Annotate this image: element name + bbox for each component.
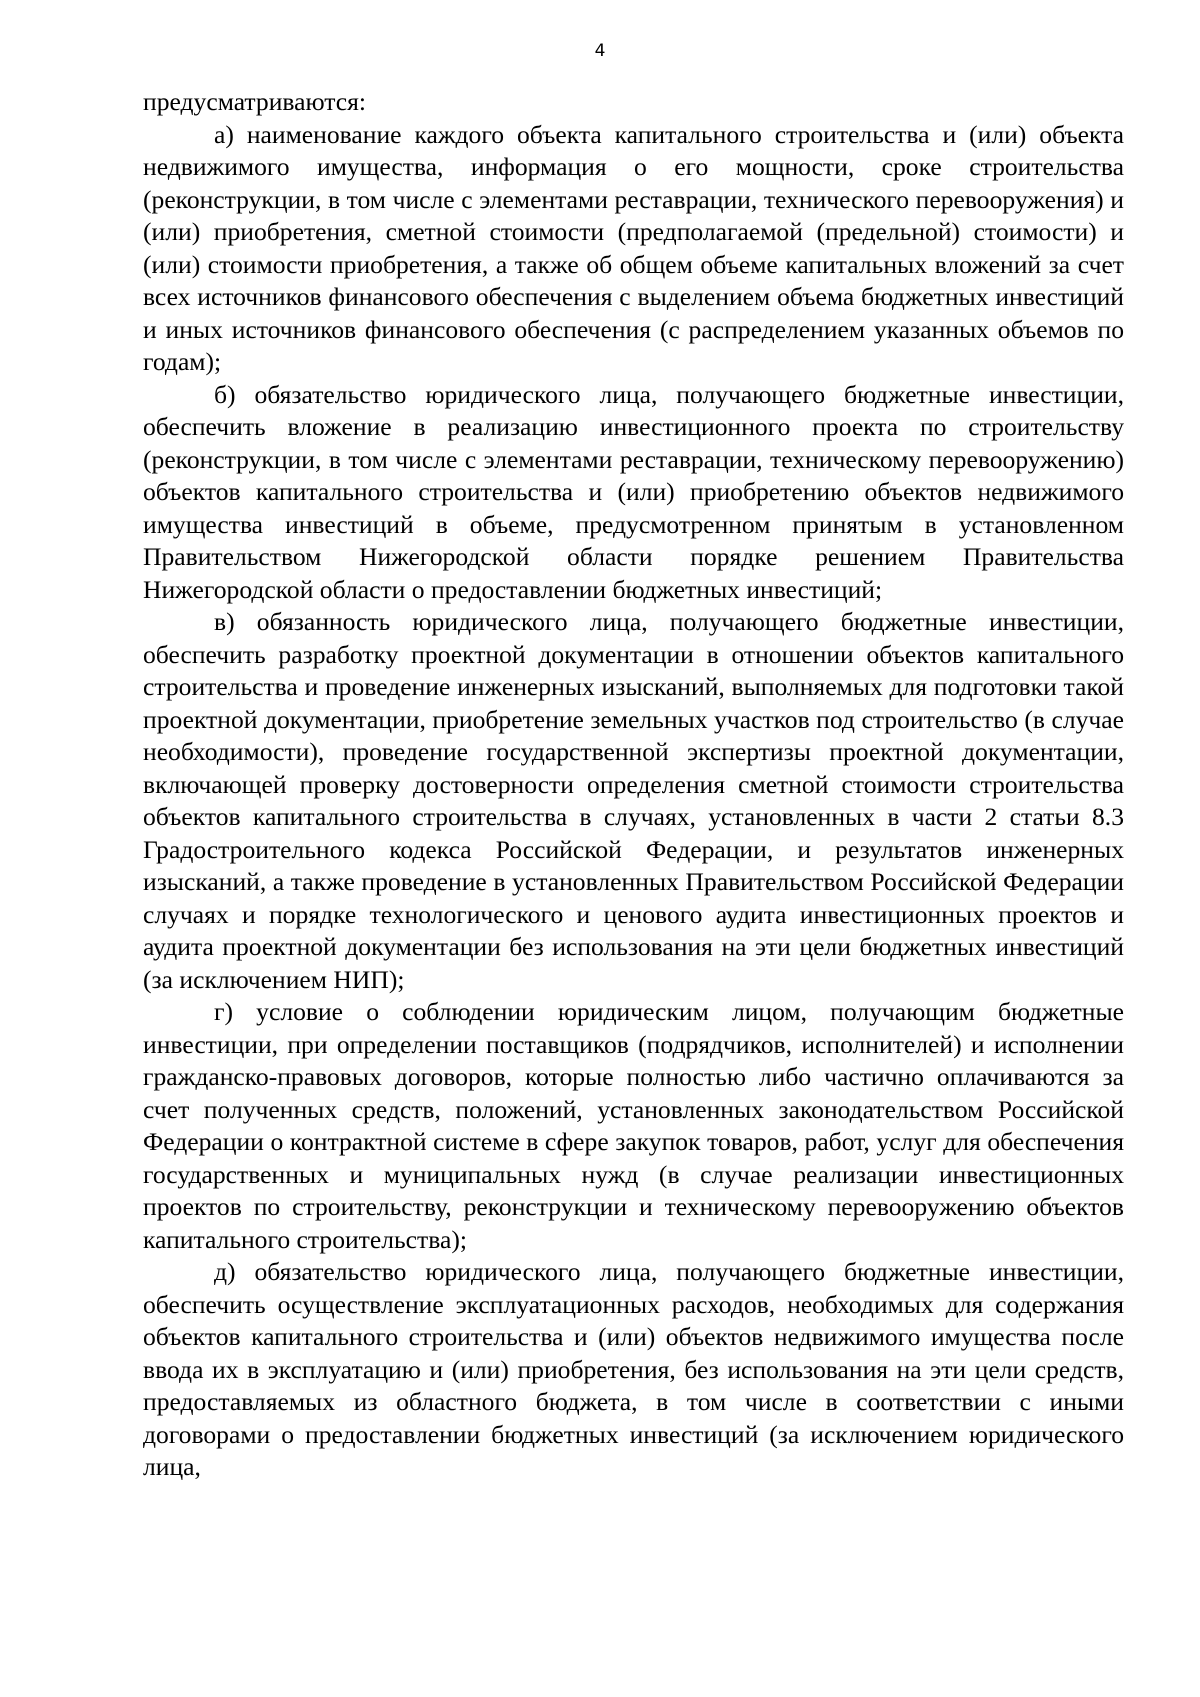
paragraph-a: а) наименование каждого объекта капитального строительства и (или) объекта недвижимого имущества, информация о его мощности, сроке строительства (реконструкции, в том числе с элементами реставрации, технического перевооружения) и (или) приобретения, сметной стоимости (предполагаемой (предельной) стоимости) и (или) стоимости приобретения, а также об общем объеме капитальных вложений за счет всех источников финансового обеспечения с выделением объема бюджетных инвестиций и иных источников финансового обеспечения (с распределением указанных объемов по годам); (143, 119, 1124, 376)
page-number: 4 (594, 41, 606, 61)
paragraph-g: г) условие о соблюдении юридическим лицом, получающим бюджетные инвестиции, при определении поставщиков (подрядчиков, исполнителей) и исполнении гражданско-правовых договоров, которые полностью либо частично оплачиваются за счет полученных средств, положений, установленных законодательством Российской Федерации о контрактной системе в сфере закупок товаров, работ, услуг для обеспечения государственных и муниципальных нужд (в случае реализации инвестиционных проектов по строительству, реконструкции и техническому перевооружению объектов капитального строительства); (143, 997, 1124, 1254)
paragraph-d: д) обязательство юридического лица, получающего бюджетные инвестиции, обеспечить осуществление эксплуатационных расходов, необходимых для содержания объектов капитального строительства и (или) объектов недвижимого имущества после ввода их в эксплуатацию и (или) приобретения, без использования на эти цели средств, предоставляемых из областного бюджета, в том числе в соответствии с иными договорами о предоставлении бюджетных инвестиций (за исключением юридического лица, (143, 1257, 1124, 1481)
document-body (143, 86, 1124, 1484)
paragraph-intro: предусматриваются: (143, 87, 367, 116)
paragraph-v: в) обязанность юридического лица, получающего бюджетные инвестиции, обеспечить разработку проектной документации в отношении объектов капитального строительства и проведение инженерных изысканий, выполняемых для подготовки такой проектной документации, приобретение земельных участков под строительство (в случае необходимости), проведение государственной экспертизы проектной документации, включающей проверку достоверности определения сметной стоимости строительства объектов капитального строительства в случаях, установленных в части 2 статьи 8.3 Градостроительного кодекса Российской Федерации, и результатов инженерных изысканий, а также проведение в установленных Правительством Российской Федерации случаях и порядке технологического и ценового аудита инвестиционных проектов и аудита проектной документации без использования на эти цели бюджетных инвестиций (за исключением НИП); (143, 607, 1124, 994)
paragraph-b: б) обязательство юридического лица, получающего бюджетные инвестиции, обеспечить вложение в реализацию инвестиционного проекта по строительству (реконструкции, в том числе с элементами реставрации, техническому перевооружению) объектов капитального строительства и (или) приобретению объектов недвижимого имущества инвестиций в объеме, предусмотренном принятым в установленном Правительством Нижегородской области порядке решением Правительства Нижегородской области о предоставлении бюджетных инвестиций; (143, 379, 1124, 604)
